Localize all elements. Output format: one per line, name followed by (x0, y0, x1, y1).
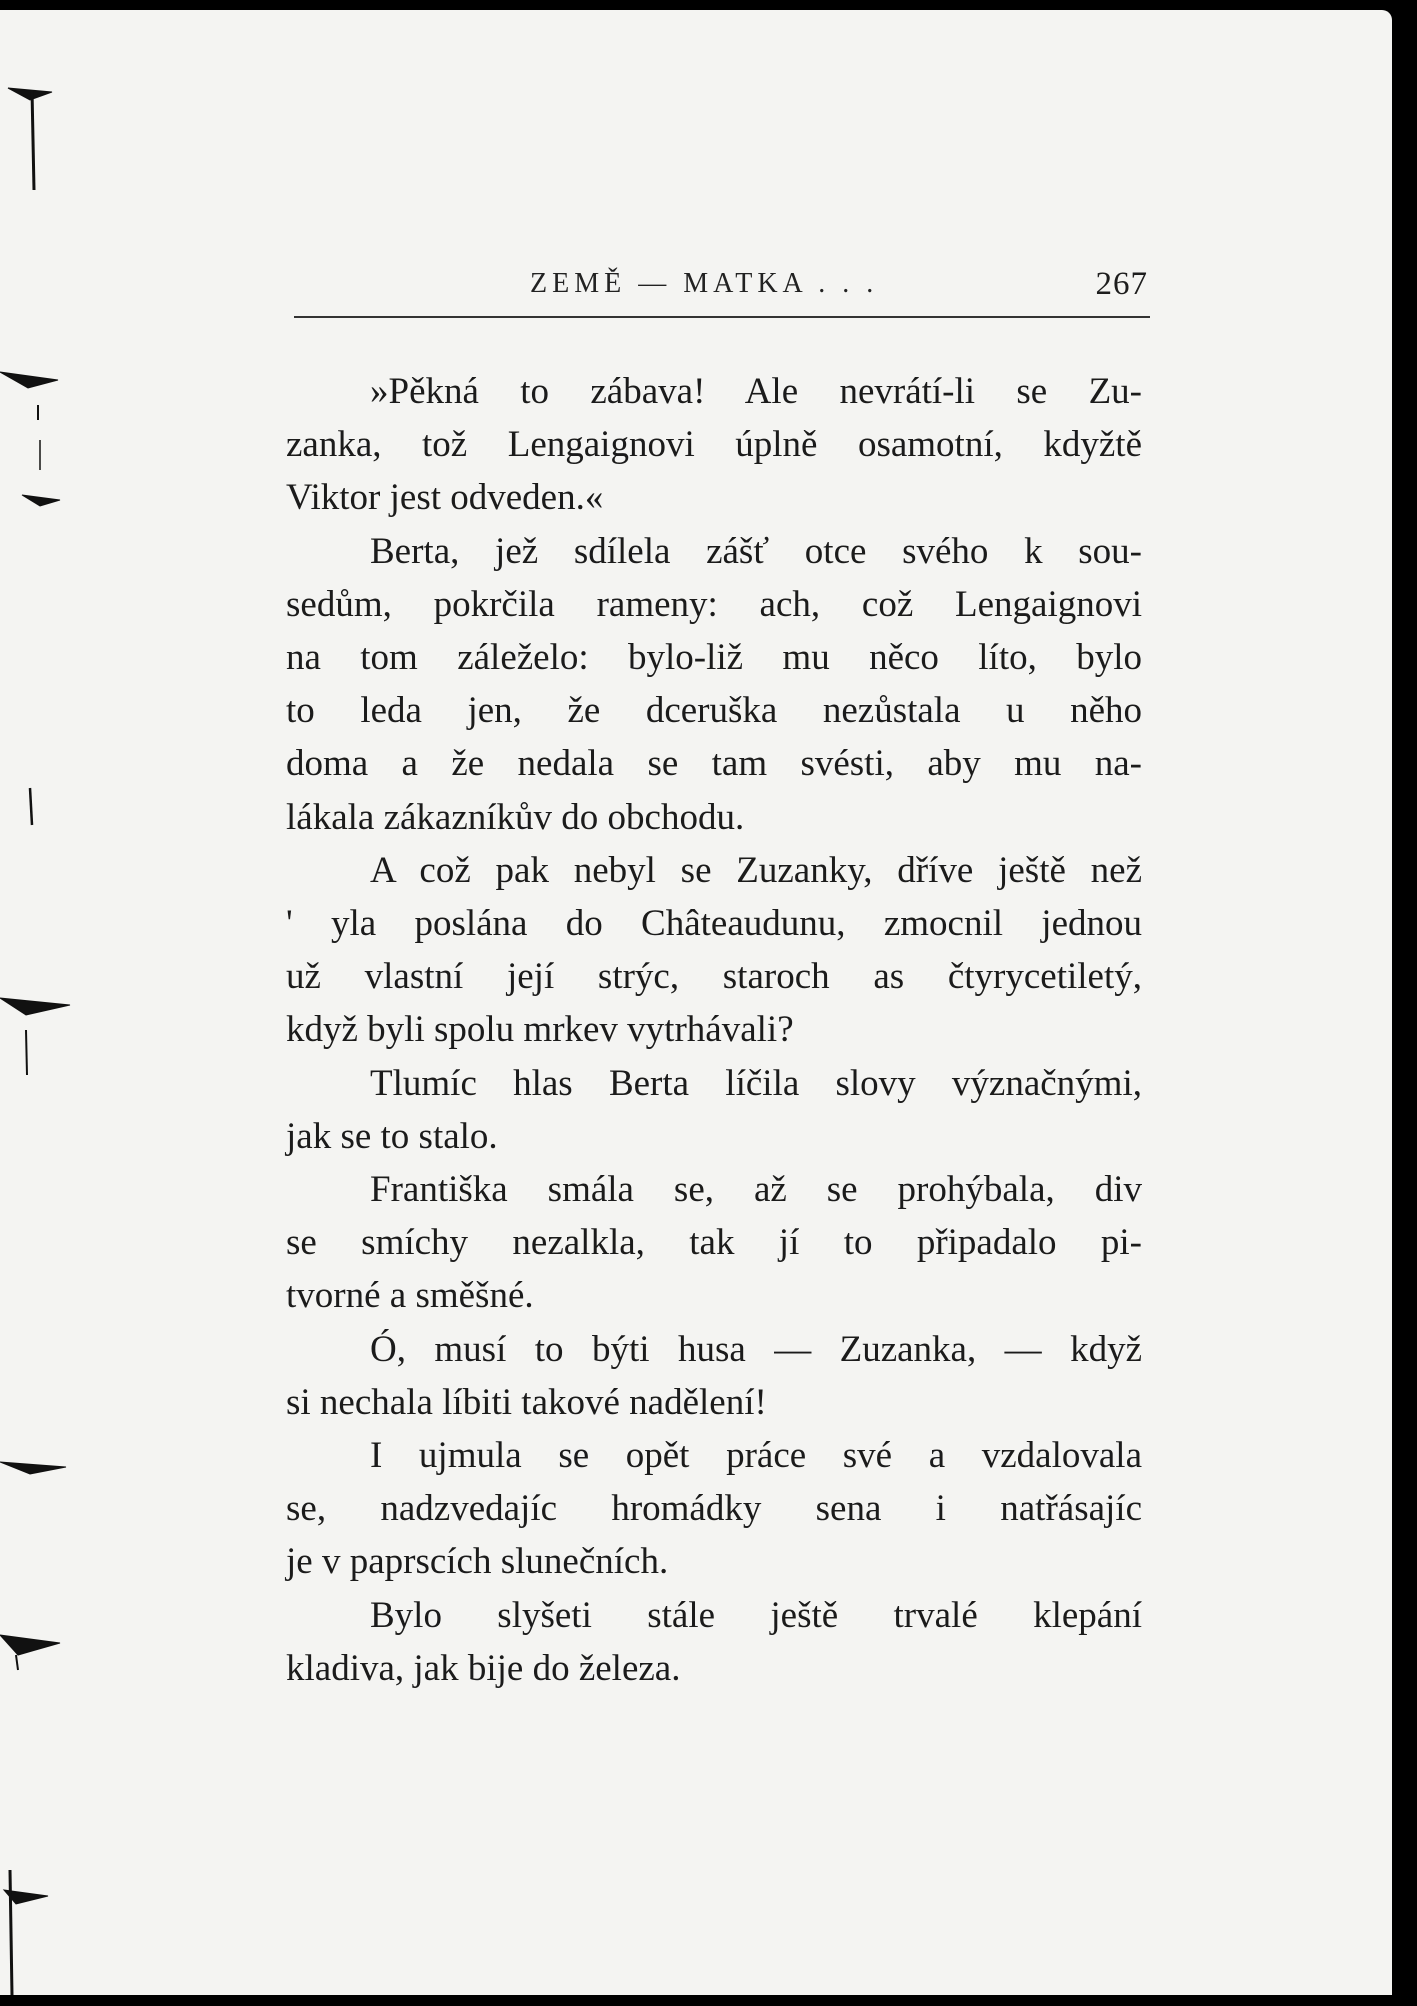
paragraph (286, 1429, 1142, 1589)
text-line: Berta, jež sdílela zášť otce svého k sou- (370, 530, 1142, 572)
paragraph (286, 525, 1142, 844)
paragraph (286, 365, 1142, 525)
text-line: Tlumíc hlas Berta líčila slovy význačnými, (370, 1062, 1142, 1104)
text-line: sedům, pokrčila rameny: ach, což Lengaignovi (286, 583, 1142, 625)
text-line: doma a že nedala se tam svésti, aby mu na- (286, 743, 1142, 785)
text-line: jak se to stalo. (286, 1115, 498, 1157)
text-line: to leda jen, že dceruška nezůstala u něho (286, 690, 1142, 732)
paragraph (286, 1057, 1142, 1163)
text-line: kladiva, jak bije do železa. (286, 1647, 681, 1689)
paragraph (286, 1323, 1142, 1429)
text-line: zanka, tož Lengaignovi úplně osamotní, kdyžtě (286, 424, 1142, 466)
text-line: se smíchy nezalkla, tak jí to připadalo pi- (286, 1222, 1142, 1264)
text-line: lákala zákazníkův do obchodu. (286, 796, 745, 838)
text-line: Františka smála se, až se prohýbala, div (370, 1169, 1142, 1211)
text-line: se, nadzvedajíc hromádky sena i natřásajíc (286, 1488, 1142, 1530)
text-line: A což pak nebyl se Zuzanky, dříve ještě než (370, 849, 1142, 891)
binding-edge-marks (0, 10, 90, 1995)
paragraph (286, 844, 1142, 1057)
text-line: »Pěkná to zábava! Ale nevrátí-li se Zu- (370, 371, 1142, 412)
scan-artifacts-graphic (0, 10, 90, 1995)
text-line: Ó, musí to býti husa — Zuzanka, — když (370, 1328, 1142, 1370)
text-line: I ujmula se opět práce své a vzdalovala (370, 1435, 1142, 1477)
text-line: když byli spolu mrkev vytrhávali? (286, 1009, 794, 1051)
text-line: ' yla poslána do Châteaudunu, zmocnil jednou (286, 903, 1142, 945)
running-head (294, 268, 1150, 320)
header-rule (294, 316, 1150, 318)
page-number: 267 (1095, 266, 1148, 302)
book-page (0, 10, 1392, 1995)
text-line: je v paprscích slunečních. (286, 1541, 669, 1583)
text-line: na tom záleželo: bylo-liž mu něco líto, bylo (286, 637, 1142, 679)
text-line: si nechala líbiti takové nadělení! (286, 1381, 767, 1423)
paragraph (286, 1589, 1142, 1695)
paragraph (286, 1163, 1142, 1323)
text-line: už vlastní její strýc, staroch as čtyrycetiletý, (286, 956, 1142, 998)
running-title: ZEMĚ — MATKA . . . (530, 268, 879, 299)
text-line: Viktor jest odveden.« (286, 477, 604, 519)
body-text (286, 365, 1142, 1695)
text-line: tvorné a směšné. (286, 1275, 534, 1317)
text-line: Bylo slyšeti stále ještě trvalé klepání (370, 1594, 1142, 1636)
